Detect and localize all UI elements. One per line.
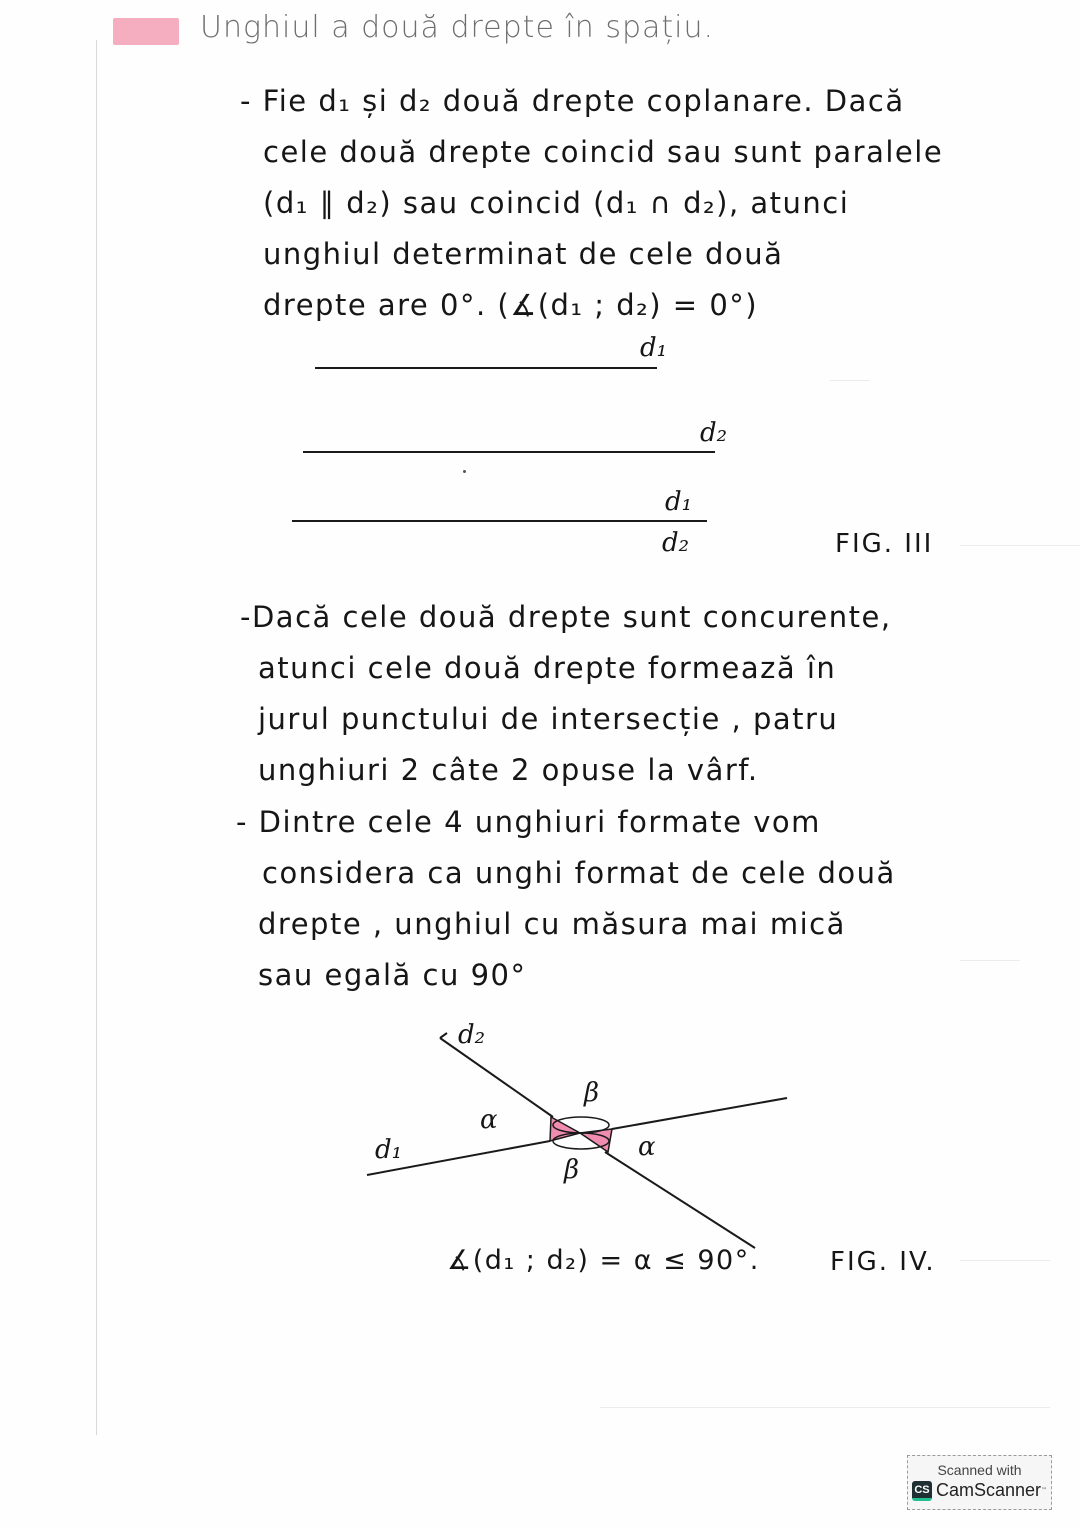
- watermark-brand: CamScanner: [935, 1480, 1042, 1500]
- page-title: Unghiul a două drepte în spațiu.: [200, 10, 715, 45]
- label-beta-top: β: [584, 1078, 600, 1108]
- label-d2: d₂: [700, 418, 728, 448]
- camscanner-watermark: [907, 1455, 1052, 1510]
- text-line: drepte , unghiul cu măsura mai mică: [258, 907, 846, 941]
- text-line: drepte are 0°. (∡(d₁ ; d₂) = 0°): [263, 288, 759, 322]
- label-alpha-left: α: [480, 1105, 498, 1135]
- text-line: jurul punctului de intersecție , patru: [258, 702, 839, 736]
- text-line: -Dacă cele două drepte sunt concurente,: [240, 600, 892, 634]
- text-line: - Fie d₁ și d₂ două drepte coplanare. Dacă: [240, 84, 905, 118]
- text-line: - Dintre cele 4 unghiuri formate vom: [236, 805, 821, 839]
- label-d1: d₁: [640, 333, 668, 363]
- text-line: unghiuri 2 câte 2 opuse la vârf.: [258, 753, 759, 787]
- label-beta-bottom: β: [564, 1155, 580, 1185]
- figure-caption: FIG. IV.: [830, 1247, 936, 1277]
- label-d2-coincident: d₂: [662, 528, 690, 558]
- label-d1: d₁: [375, 1135, 403, 1165]
- trademark-symbol: ™: [1041, 1487, 1048, 1494]
- text-line: cele două drepte coincid sau sunt paralele: [263, 135, 944, 169]
- text-line: (d₁ ∥ d₂) sau coincid (d₁ ∩ d₂), atunci: [263, 186, 850, 220]
- text-line: unghiul determinat de cele două: [263, 237, 784, 271]
- camscanner-logo-icon: CS: [912, 1481, 932, 1501]
- label-d1-coincident: d₁: [665, 487, 693, 517]
- watermark-scanned-with: Scanned with: [937, 1462, 1022, 1478]
- text-line: considera ca unghi format de cele două: [262, 856, 896, 890]
- text-line: atunci cele două drepte formează în: [258, 651, 837, 685]
- label-alpha-right: α: [638, 1132, 656, 1162]
- text-line: sau egală cu 90°: [258, 958, 527, 992]
- angle-formula: ∡(d₁ ; d₂) = α ≤ 90°.: [447, 1245, 760, 1276]
- label-d2: d₂: [458, 1020, 486, 1050]
- figure-caption: FIG. III: [835, 529, 934, 559]
